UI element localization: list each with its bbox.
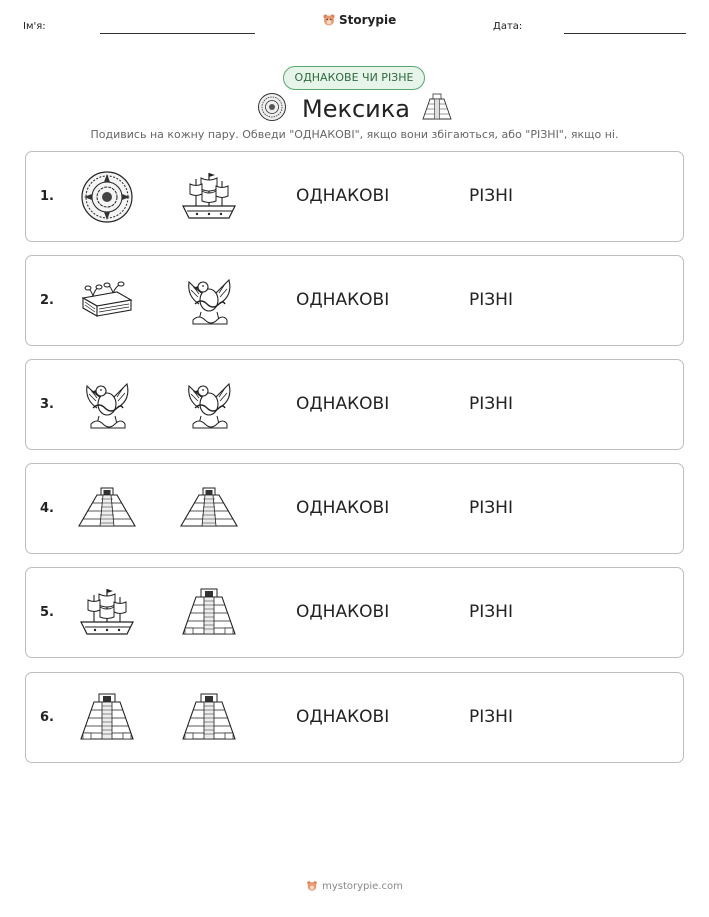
aztec-calendar-icon [257, 92, 287, 122]
wide-pyramid-icon [77, 482, 137, 536]
page-title: Мексика [302, 95, 410, 123]
logo-text: Storypie [339, 13, 397, 27]
ship-icon [77, 586, 137, 640]
pyramid-icon [179, 691, 239, 745]
name-label: Ім'я: [23, 21, 46, 32]
instructions: Подивись на кожну пару. Обведи "ОДНАКОВІ", якщо вони збігаються, або "РІЗНІ", якщо ні. [90, 128, 619, 141]
question-row [25, 151, 684, 242]
same-option[interactable]: ОДНАКОВІ [296, 707, 390, 727]
question-row [25, 463, 684, 554]
chinampa-garden-icon [77, 274, 137, 328]
different-option[interactable]: РІЗНІ [469, 290, 513, 310]
question-row [25, 672, 684, 763]
pyramid-icon [77, 691, 137, 745]
wide-pyramid-icon [179, 482, 239, 536]
name-field[interactable] [100, 33, 255, 34]
footer [0, 880, 709, 892]
same-option[interactable]: ОДНАКОВІ [296, 498, 390, 518]
storypie-bear-icon [322, 13, 336, 27]
storypie-bear-icon [306, 880, 318, 892]
same-option[interactable]: ОДНАКОВІ [296, 394, 390, 414]
aztec-calendar-icon [77, 170, 137, 224]
ship-icon [179, 170, 239, 224]
question-row [25, 567, 684, 658]
question-number: 4. [40, 501, 54, 516]
different-option[interactable]: РІЗНІ [469, 394, 513, 414]
question-number: 6. [40, 710, 54, 725]
same-option[interactable]: ОДНАКОВІ [296, 186, 390, 206]
eagle-serpent-icon [179, 378, 239, 432]
question-number: 1. [40, 189, 54, 204]
pyramid-icon [421, 93, 453, 121]
different-option[interactable]: РІЗНІ [469, 498, 513, 518]
question-number: 5. [40, 605, 54, 620]
question-number: 3. [40, 397, 54, 412]
same-option[interactable]: ОДНАКОВІ [296, 290, 390, 310]
different-option[interactable]: РІЗНІ [469, 707, 513, 727]
different-option[interactable]: РІЗНІ [469, 186, 513, 206]
question-number: 2. [40, 293, 54, 308]
eagle-serpent-icon [77, 378, 137, 432]
date-field[interactable] [564, 33, 686, 34]
different-option[interactable]: РІЗНІ [469, 602, 513, 622]
eagle-serpent-icon [179, 274, 239, 328]
pyramid-icon [179, 586, 239, 640]
same-option[interactable]: ОДНАКОВІ [296, 602, 390, 622]
question-row [25, 359, 684, 450]
worksheet-type-badge: ОДНАКОВЕ ЧИ РІЗНЕ [283, 66, 425, 90]
footer-link[interactable]: mystorypie.com [322, 880, 403, 892]
date-label: Дата: [493, 21, 523, 32]
storypie-logo [322, 13, 396, 27]
question-row [25, 255, 684, 346]
